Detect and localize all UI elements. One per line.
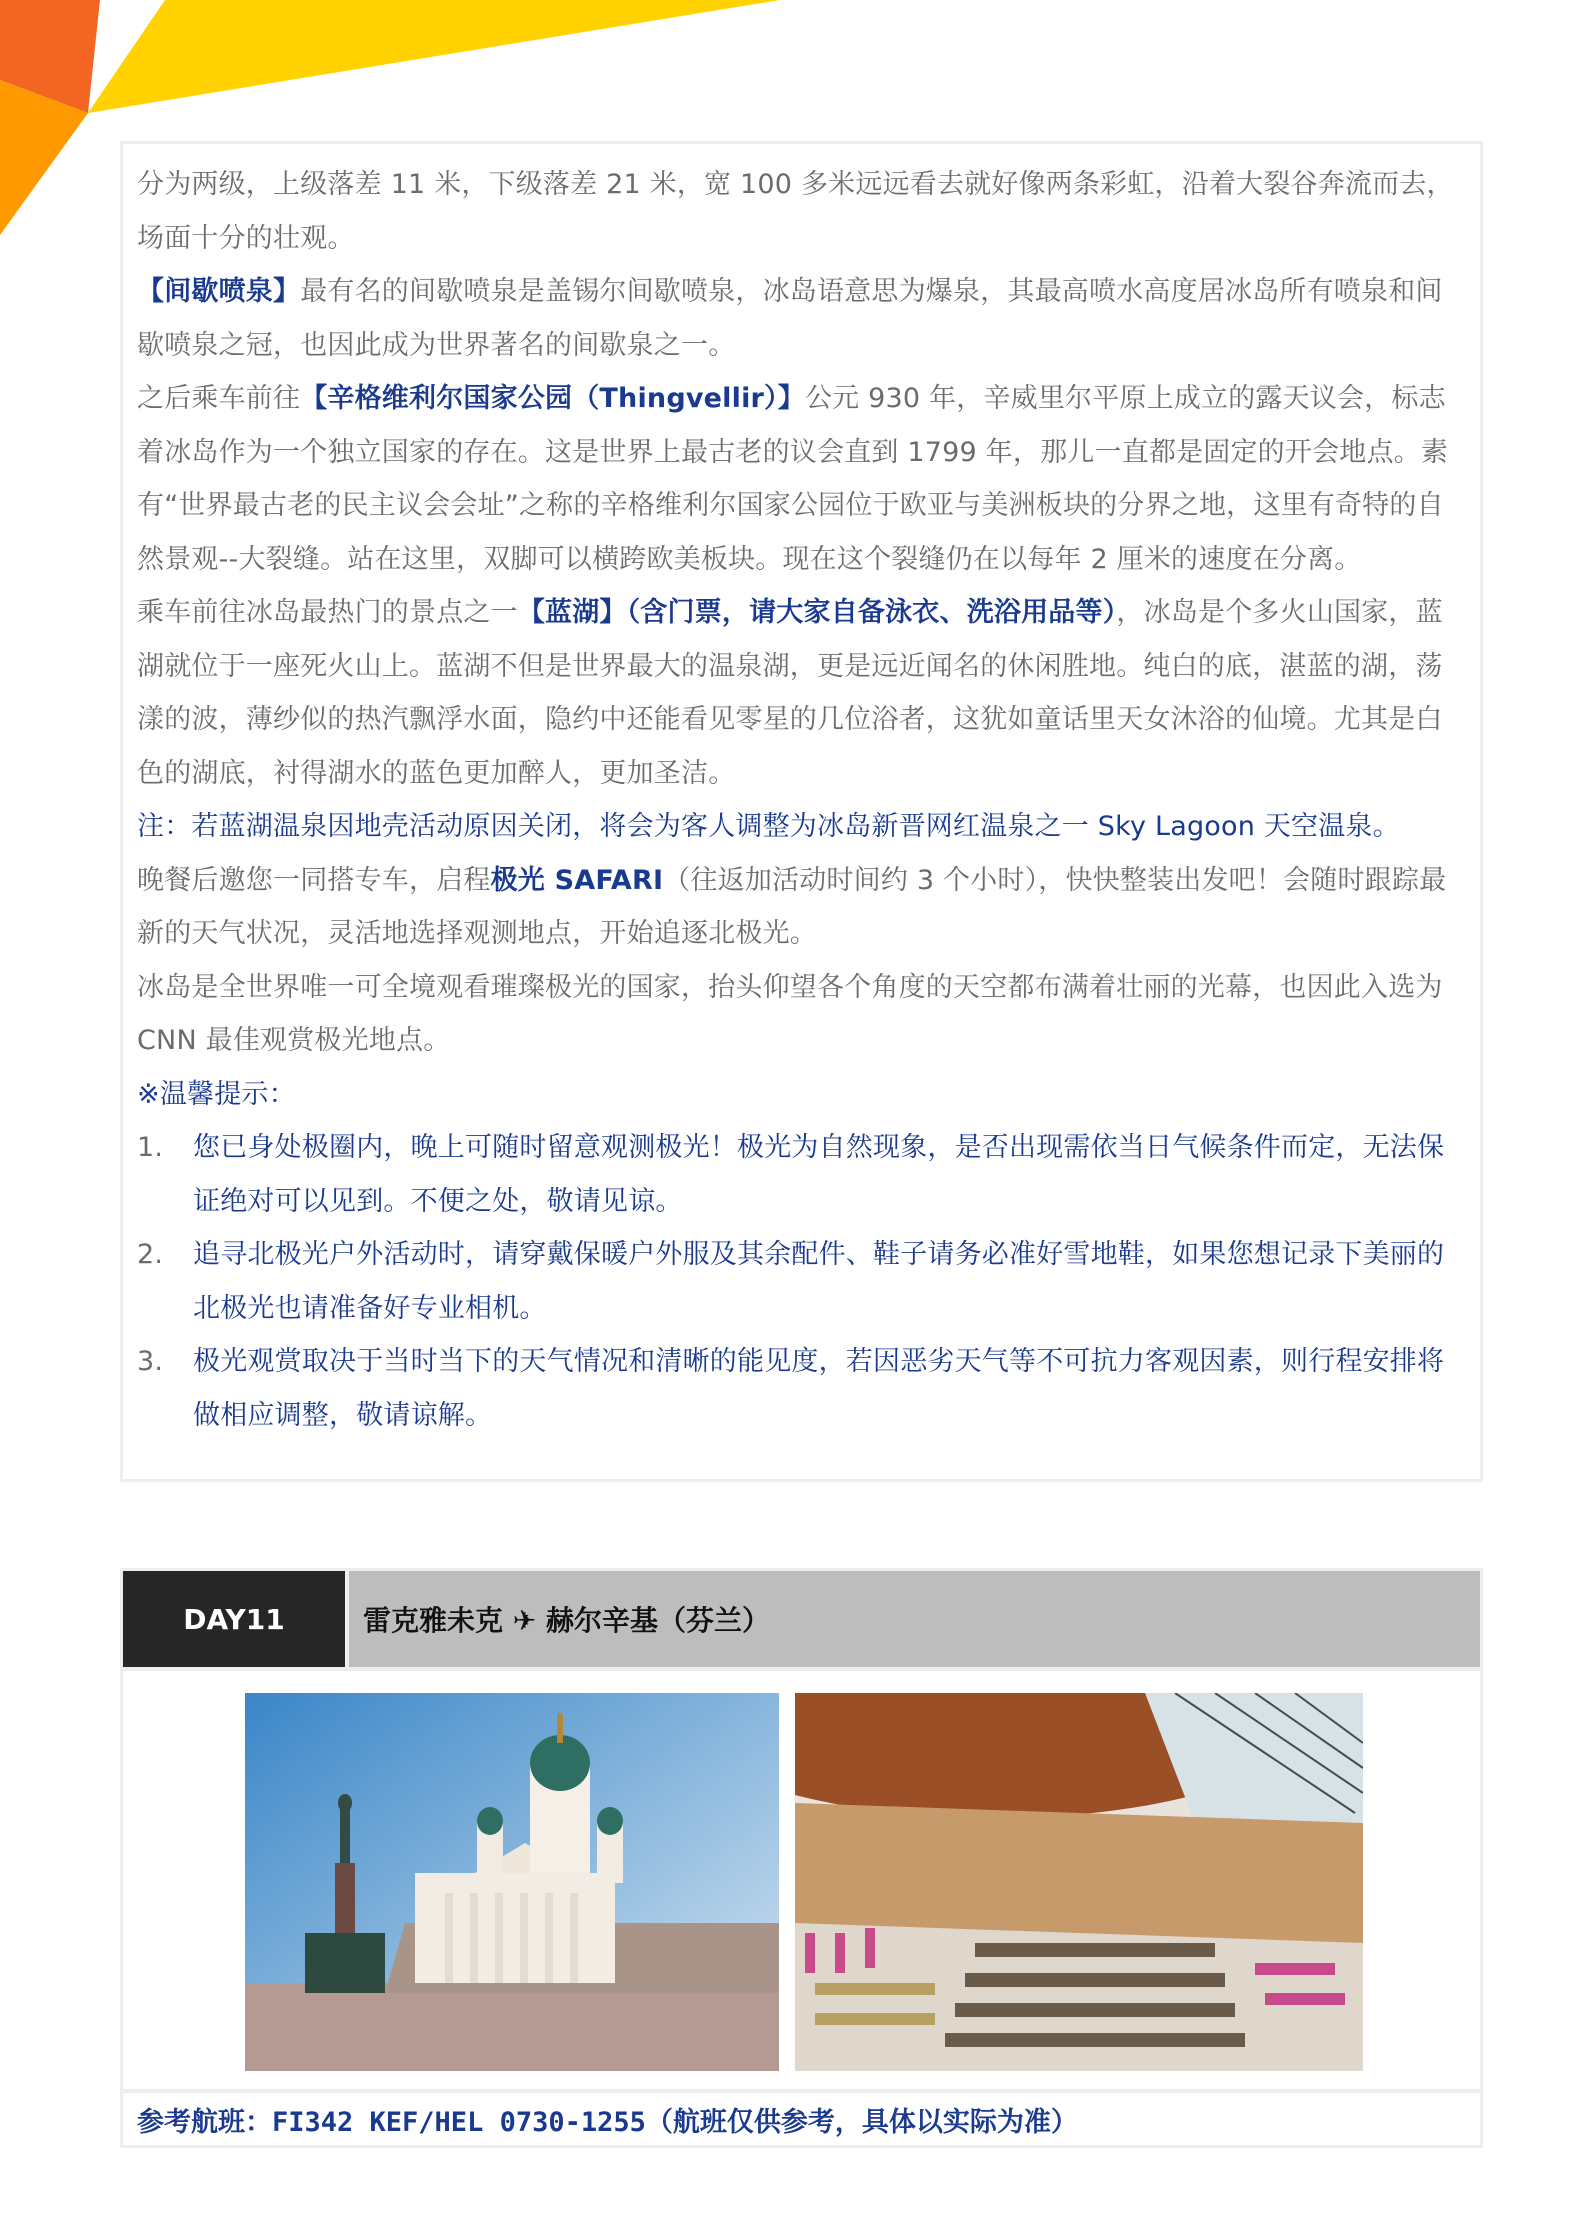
- day-route-title: 雷克雅未克 ✈ 赫尔辛基（芬兰）: [349, 1571, 1480, 1667]
- tip-number: 3.: [137, 1346, 164, 1377]
- temppeliaukio-church-photo: [795, 1693, 1363, 2071]
- tip-text: 追寻北极光户外活动时，请穿戴保暖户外服及其余配件、鞋子请务必准好雪地鞋，如果您想记录下美丽的北极光也请准备好专业相机。: [193, 1239, 1445, 1324]
- paragraph: [137, 800, 1466, 854]
- tip-item: [137, 1228, 1466, 1335]
- photo-box: [120, 1668, 1483, 2092]
- itinerary-text-box: [120, 141, 1483, 1482]
- highlight-text: 注：若蓝湖温泉因地壳活动原因关闭，将会为客人调整为冰岛新晋网红温泉之一 Sky Lagoon 天空温泉。: [137, 811, 1400, 842]
- tip-text: 极光观赏取决于当时当下的天气情况和清晰的能见度，若因恶劣天气等不可抗力客观因素，则行程安排将做相应调整，敬请谅解。: [193, 1346, 1445, 1431]
- paragraph: [137, 586, 1466, 800]
- tip-number: 1.: [137, 1132, 164, 1163]
- flight-reference-box: [120, 2090, 1483, 2148]
- paragraph-text: 分为两级，上级落差 11 米，下级落差 21 米，宽 100 多米远远看去就好像两条彩虹，沿着大裂谷奔流而去，场面十分的壮观。: [137, 169, 1454, 254]
- paragraph-text: 晚餐后邀您一同搭专车，启程: [137, 864, 491, 896]
- paragraph-text: 乘车前往冰岛最热门的景点之一: [137, 597, 518, 628]
- highlight-text: ※温馨提示：: [137, 1078, 296, 1110]
- flight-reference: 参考航班：FI342 KEF/HEL 0730-1255（航班仅供参考，具体以实际为准）: [137, 2106, 1078, 2138]
- helsinki-cathedral-photo: [245, 1693, 779, 2071]
- paragraphs: [137, 158, 1466, 1121]
- day-header: [120, 1568, 1483, 1670]
- tip-item: [137, 1335, 1466, 1442]
- highlight-text: 【间歇喷泉】: [137, 276, 301, 307]
- tips-list: [137, 1121, 1466, 1442]
- paragraph-text: 公元 930 年，辛威里尔平原上成立的露天议会，标志着冰岛作为一个独立国家的存在。这是世界上最古老的议会直到 1799 年，那儿一直都是固定的开会地点。素有“世界最古老的民主议会会址”之称的辛格维利尔国家公园位于欧亚与美洲板块的分界之地，这里有奇特的自然景观--大裂缝。站在这里，双脚可以横跨欧美板块。现在这个裂缝仍在以每年 2 厘米的速度在分离。: [137, 383, 1449, 575]
- day-label: DAY11: [123, 1571, 345, 1667]
- paragraph: [137, 1068, 1466, 1122]
- paragraph-text: （往返加活动时间约 3 个小时），快快整装出发吧！会随时跟踪最新的天气状况，灵活地选择观测地点，开始追逐北极光。: [137, 864, 1447, 949]
- paragraph: [137, 158, 1466, 265]
- paragraph: [137, 372, 1466, 586]
- paragraph-text: 最有名的间歇喷泉是盖锡尔间歇喷泉，冰岛语意思为爆泉，其最高喷水高度居冰岛所有喷泉和间歇喷泉之冠，也因此成为世界著名的间歇泉之一。: [137, 276, 1443, 361]
- paragraph-text: ，冰岛是个多火山国家，蓝湖就位于一座死火山上。蓝湖不但是世界最大的温泉湖，更是远近闻名的休闲胜地。纯白的底，湛蓝的湖，荡漾的波，薄纱似的热汽飘浮水面，隐约中还能看见零星的几位浴者，这犹如童话里天女沐浴的仙境。尤其是白色的湖底，衬得湖水的蓝色更加醉人，更加圣洁。: [137, 597, 1443, 789]
- paragraph-text: 之后乘车前往: [137, 383, 301, 414]
- paragraph: [137, 265, 1466, 372]
- tip-number: 2.: [137, 1239, 164, 1270]
- highlight-text: 极光 SAFARI: [490, 864, 664, 896]
- tip-item: [137, 1121, 1466, 1228]
- highlight-text: 【蓝湖】（含门票，请大家自备泳衣、洗浴用品等）: [517, 597, 1117, 628]
- highlight-text: 【辛格维利尔国家公园（Thingvellir）】: [300, 383, 805, 414]
- paragraph: [137, 961, 1466, 1068]
- paragraph-text: 冰岛是全世界唯一可全境观看璀璨极光的国家，抬头仰望各个角度的天空都布满着壮丽的光幕，也因此入选为 CNN 最佳观赏极光地点。: [137, 971, 1443, 1056]
- tip-text: 您已身处极圈内，晚上可随时留意观测极光！极光为自然现象，是否出现需依当日气候条件而定，无法保证绝对可以见到。不便之处，敬请见谅。: [193, 1132, 1445, 1217]
- paragraph: [137, 854, 1466, 961]
